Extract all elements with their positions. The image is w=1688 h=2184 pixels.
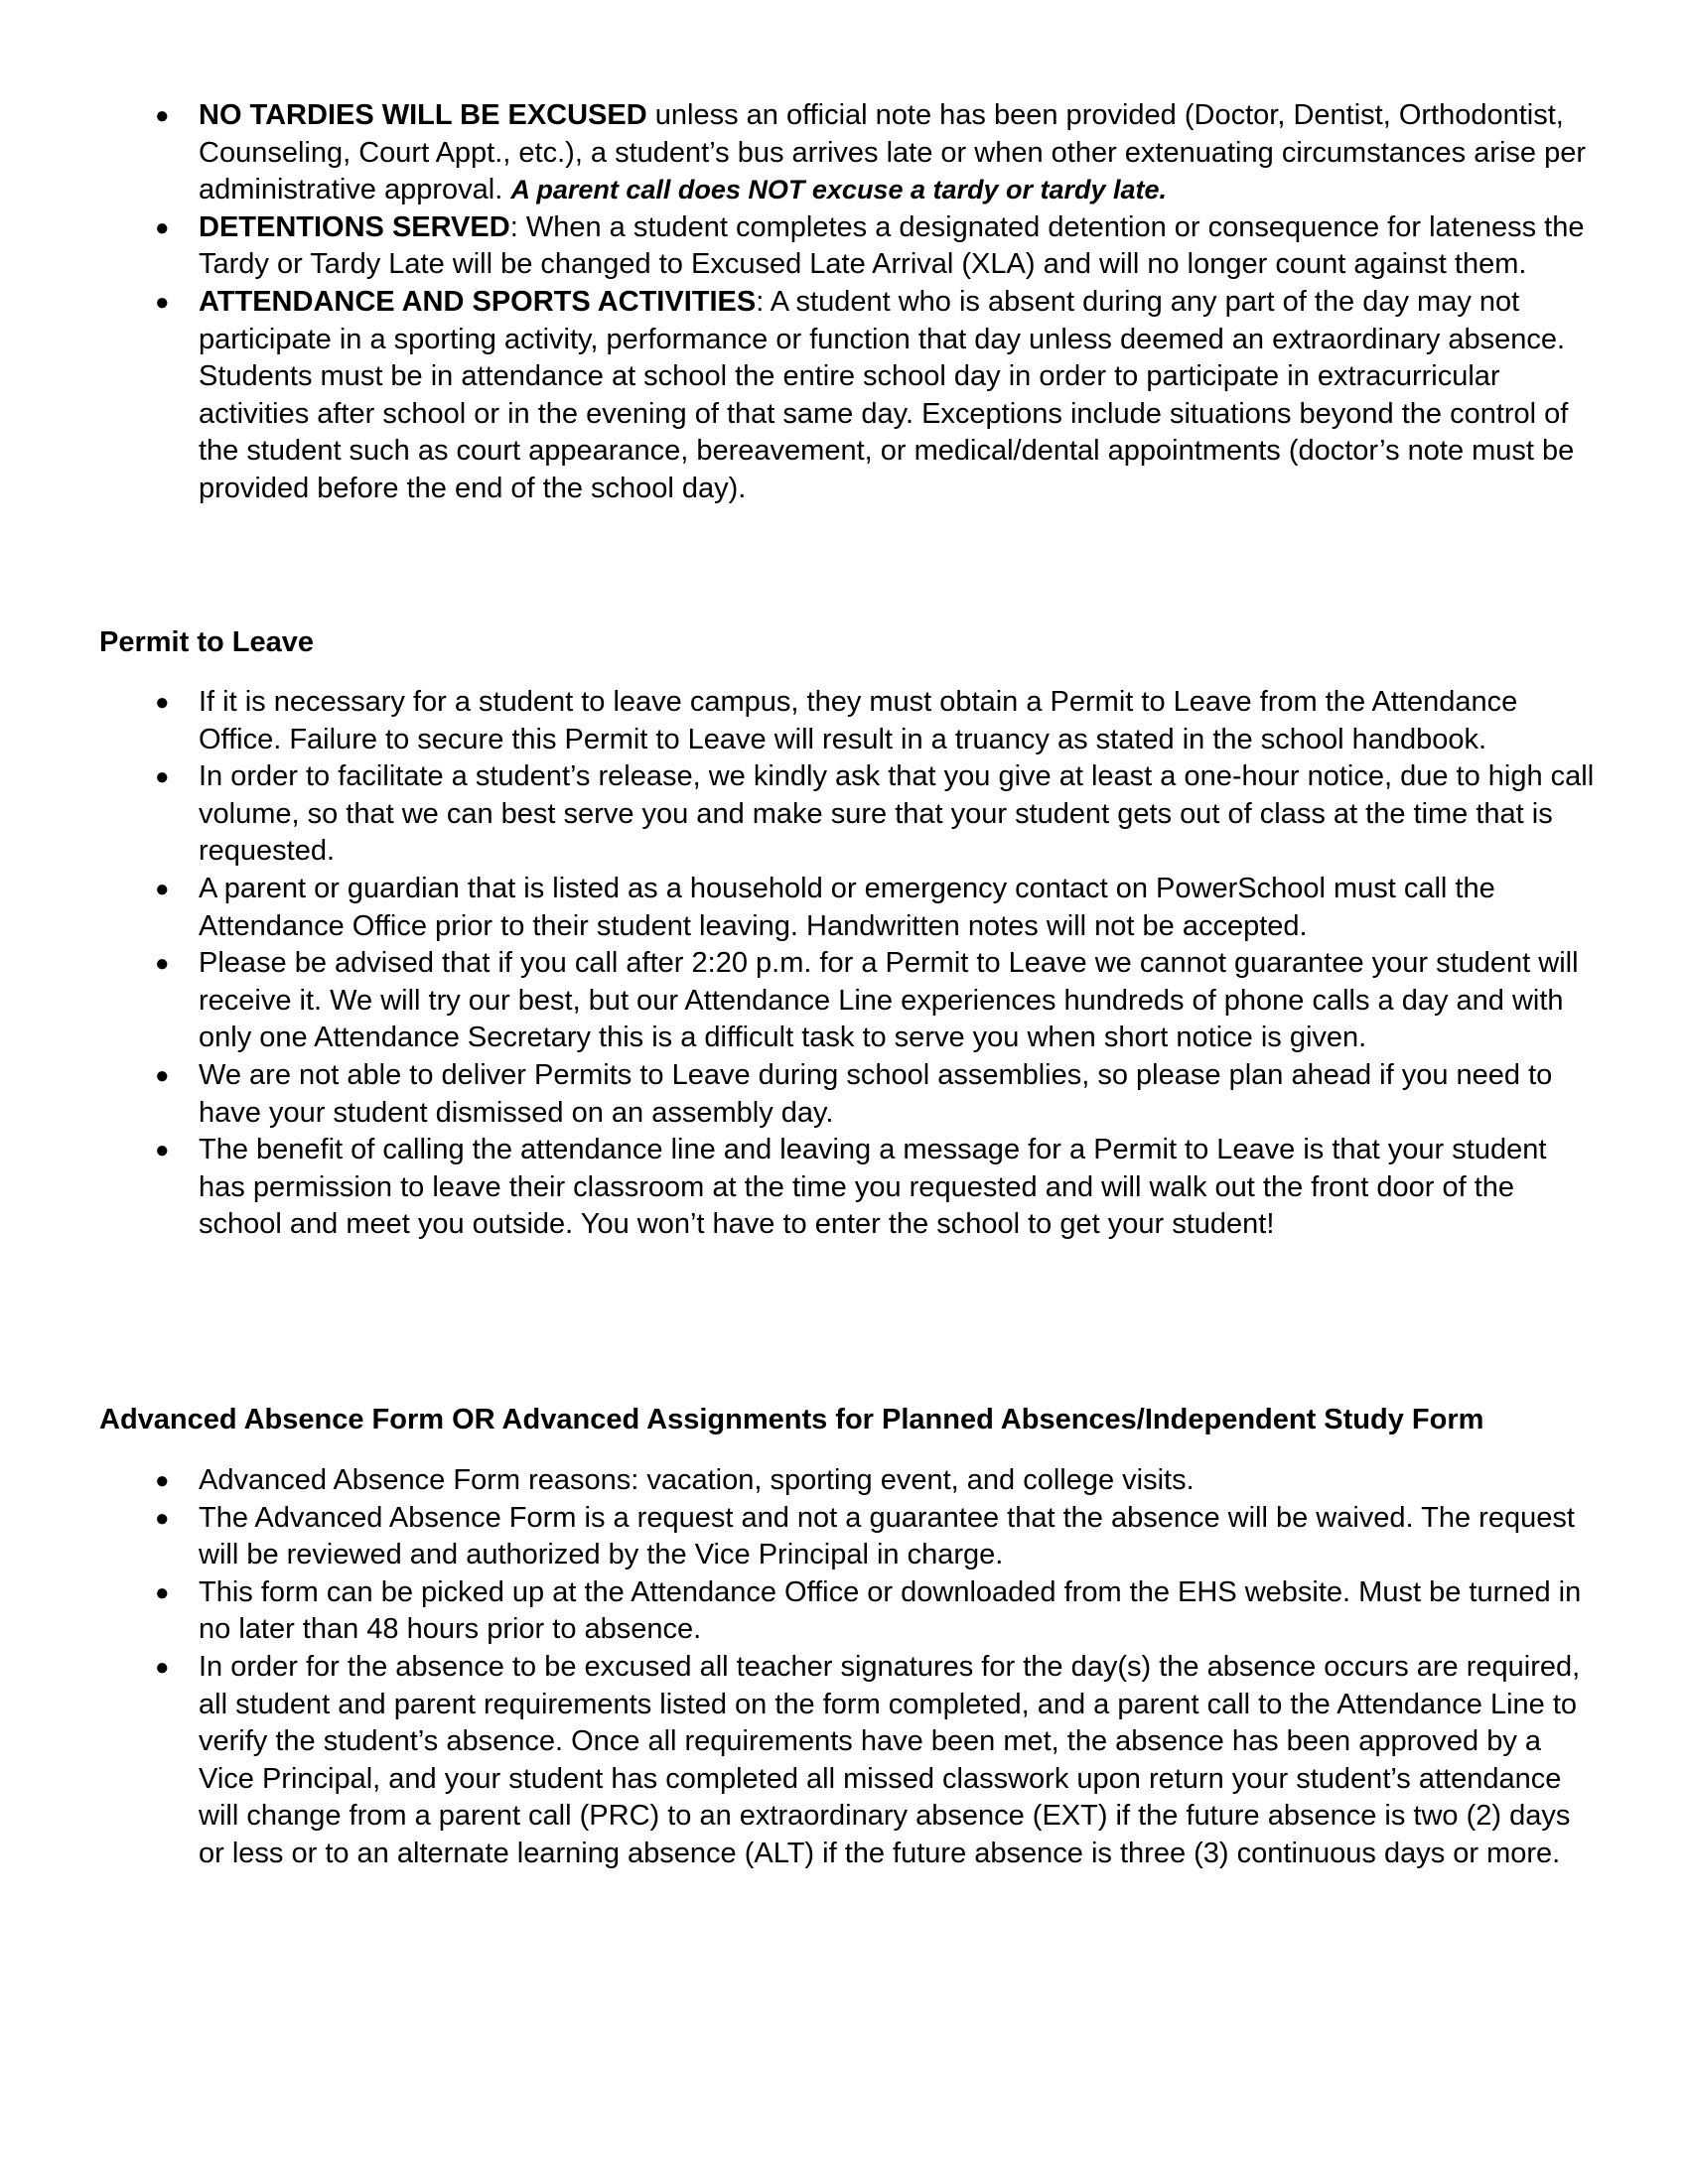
bullet-icon: ● <box>155 1504 170 1532</box>
bullet-icon: ● <box>155 1061 170 1089</box>
item-text: If it is necessary for a student to leave campus, they must obtain a Permit to Leave from the Attendance Office. Failure to secure this Permit to Leave will result in a truancy as stated in the school handbook. <box>199 686 1518 755</box>
permit-list <box>149 684 1599 1244</box>
item-text: In order for the absence to be excused all teacher signatures for the day(s) the absence occurs are required, all student and parent requirements listed on the form completed, and a parent call to the Attendance Line to verify the student’s absence. Once all requirements have been met, the absence has been approved by a Vice Principal, and your student has completed all missed classwork upon return your student’s attendance will change from a parent call (PRC) to an extraordinary absence (EXT) if the future absence is two (2) days or less or to an alternate learning absence (ALT) if the future absence is three (3) continuous days or more. <box>199 1650 1581 1869</box>
item-text: A parent or guardian that is listed as a household or emergency contact on PowerSchool must call the Attendance Office prior to their student leaving. Handwritten notes will not be accepted. <box>199 872 1495 942</box>
item-lead: DETENTIONS SERVED <box>199 210 510 243</box>
bullet-icon: ● <box>155 288 170 316</box>
list-item <box>149 284 1599 508</box>
bullet-icon: ● <box>155 689 170 716</box>
bullet-icon: ● <box>155 763 170 791</box>
bullet-icon: ● <box>155 950 170 978</box>
item-text: The benefit of calling the attendance line and leaving a message for a Permit to Leave is that your student has permission to leave their classroom at the time you requested and will walk out the front door of the school and meet you outside. You won’t have to enter the school to get your student! <box>199 1134 1547 1241</box>
item-text: unless an official note has been provided (Doctor, Dentist, Orthodontist, Counseling, Court Appt., etc.), a student’s bus arrives late or when other extenuating circumstances arise per administrative approval. <box>199 99 1587 206</box>
attendance-rules-list <box>149 97 1599 508</box>
item-lead: ATTENDANCE AND SPORTS ACTIVITIES <box>199 285 757 318</box>
list-item <box>149 758 1599 871</box>
section-heading-permit: Permit to Leave <box>99 626 314 658</box>
section-heading-advanced: Advanced Absence Form OR Advanced Assignments for Planned Absences/Independent Study Form <box>99 1404 1484 1435</box>
list-item <box>149 97 1599 209</box>
bullet-icon: ● <box>155 102 170 129</box>
bullet-icon: ● <box>155 875 170 902</box>
bullet-icon: ● <box>155 1137 170 1164</box>
list-item <box>149 1462 1599 1500</box>
item-text: Please be advised that if you call after 2:20 p.m. for a Permit to Leave we cannot guarantee your student will receive it. We will try our best, but our Attendance Line experiences hundreds of phone calls a day and with only one Attendance Secretary this is a difficult task to serve you when short notice is given. <box>199 947 1579 1054</box>
list-item <box>149 871 1599 945</box>
item-text: The Advanced Absence Form is a request and not a guarantee that the absence will be waived. The request will be reviewed and authorized by the Vice Principal in charge. <box>199 1501 1575 1571</box>
item-text: : A student who is absent during any part of the day may not participate in a sporting activity, performance or function that day unless deemed an extraordinary absence. Students must be in attendance at school the entire school day in order to participate in extracurricular activities after school or in the evening of that same day. Exceptions include situations beyond the control of the student such as court appearance, bereavement, or medical/dental appointments (doctor’s note must be provided before the end of the school day). <box>199 285 1575 504</box>
bullet-icon: ● <box>155 213 170 241</box>
list-item <box>149 1574 1599 1649</box>
bullet-icon: ● <box>155 1578 170 1606</box>
item-lead: NO TARDIES WILL BE EXCUSED <box>199 99 647 131</box>
item-text: Advanced Absence Form reasons: vacation, sporting event, and college visits. <box>199 1464 1195 1496</box>
bullet-icon: ● <box>155 1653 170 1681</box>
list-item <box>149 1500 1599 1574</box>
item-text: We are not able to deliver Permits to Leave during school assemblies, so please plan ahead if you need to have your student dismissed on an assembly day. <box>199 1058 1553 1129</box>
list-item <box>149 1057 1599 1132</box>
item-text: In order to facilitate a student’s release, we kindly ask that you give at least a one-hour notice, due to high call volume, so that we can best serve you and make sure that your student gets out of class at the time that is requested. <box>199 760 1595 868</box>
advanced-absence-list <box>149 1462 1599 1873</box>
item-text: This form can be picked up at the Attendance Office or downloaded from the EHS website. Must be turned in no later than 48 hours prior to absence. <box>199 1575 1582 1646</box>
item-text: : When a student completes a designated detention or consequence for lateness the Tardy or Tardy Late will be changed to Excused Late Arrival (XLA) and will no longer count against them. <box>199 210 1585 281</box>
list-item <box>149 1132 1599 1244</box>
list-item <box>149 945 1599 1057</box>
list-item <box>149 1649 1599 1873</box>
item-emphasis: A parent call does NOT excuse a tardy or tardy late. <box>510 175 1168 205</box>
bullet-icon: ● <box>155 1467 170 1494</box>
list-item <box>149 209 1599 284</box>
list-item <box>149 684 1599 758</box>
